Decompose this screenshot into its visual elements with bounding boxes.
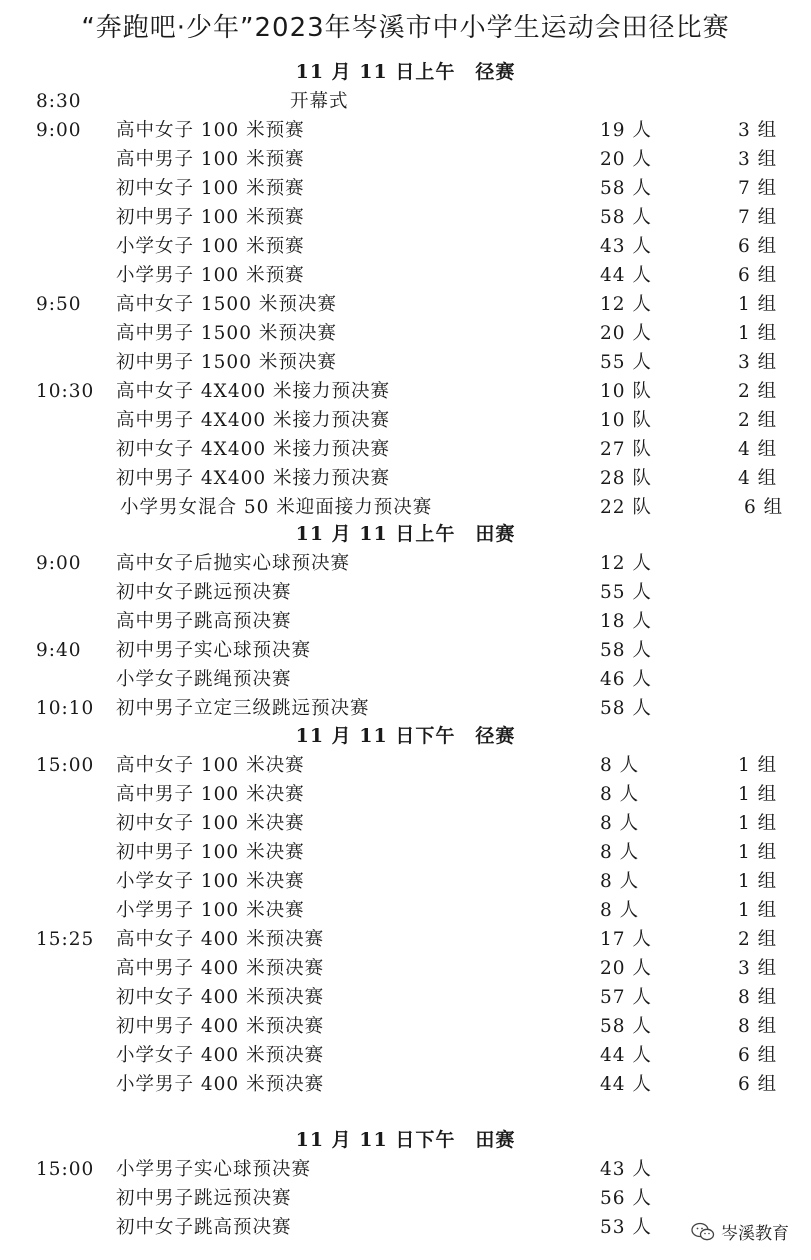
group-count: 4 组 [738,468,778,489]
schedule-row [0,464,811,493]
schedule-row [0,87,811,116]
event-name: 初中男子实心球预决赛 [116,640,312,661]
event-name: 初中女子 400 米预决赛 [116,987,325,1008]
event-time: 9:00 [36,120,82,141]
section-heading: 11 月 11 日上午 径赛 [295,61,516,83]
event-name: 小学女子 100 米决赛 [116,871,305,892]
schedule-row [0,838,811,867]
schedule-row [0,925,811,954]
group-count: 3 组 [738,958,778,979]
group-count: 4 组 [738,439,778,460]
participant-count: 8 人 [600,784,640,805]
schedule-row [0,780,811,809]
participant-count: 22 队 [600,497,652,518]
participant-count: 20 人 [600,149,652,170]
group-count: 6 组 [738,1074,778,1095]
schedule-row [0,435,811,464]
event-name: 高中女子 100 米预赛 [116,120,305,141]
participant-count: 57 人 [600,987,652,1008]
participant-count: 43 人 [600,1159,652,1180]
participant-count: 18 人 [600,611,652,632]
schedule-row [0,319,811,348]
schedule-row [0,377,811,406]
group-count: 1 组 [738,900,778,921]
schedule-row [0,232,811,261]
participant-count: 28 队 [600,468,652,489]
event-name: 小学男子实心球预决赛 [116,1159,312,1180]
event-time: 9:50 [36,294,82,315]
participant-count: 8 人 [600,755,640,776]
wechat-icon [691,1222,715,1242]
participant-count: 27 队 [600,439,652,460]
group-count: 1 组 [738,871,778,892]
participant-count: 56 人 [600,1188,652,1209]
event-name: 高中男子 100 米预赛 [116,149,305,170]
participant-count: 8 人 [600,842,640,863]
schedule-row [0,406,811,435]
participant-count: 10 队 [600,410,652,431]
participant-count: 46 人 [600,669,652,690]
event-time: 9:00 [36,553,82,574]
event-name: 高中女子 4X400 米接力预决赛 [116,381,391,402]
event-name: 小学男子 400 米预决赛 [116,1074,325,1095]
participant-count: 58 人 [600,207,652,228]
group-count: 8 组 [738,1016,778,1037]
participant-count: 12 人 [600,553,652,574]
event-name: 小学女子跳绳预决赛 [116,669,292,690]
event-name: 初中男子 400 米预决赛 [116,1016,325,1037]
schedule-row [0,1070,811,1099]
participant-count: 58 人 [600,698,652,719]
event-time: 9:40 [36,640,82,661]
event-name: 高中男子 1500 米预决赛 [116,323,337,344]
schedule-row [0,1184,811,1213]
participant-count: 17 人 [600,929,652,950]
participant-count: 19 人 [600,120,652,141]
event-name: 小学男子 100 米预赛 [116,265,305,286]
schedule-row [0,493,811,522]
event-name: 小学女子 400 米预决赛 [116,1045,325,1066]
schedule-row [0,1012,811,1041]
event-name: 高中女子 400 米预决赛 [116,929,325,950]
participant-count: 20 人 [600,323,652,344]
schedule-row [0,867,811,896]
schedule-row [0,174,811,203]
schedule-row [0,954,811,983]
watermark [691,1219,789,1244]
group-count: 8 组 [738,987,778,1008]
participant-count: 8 人 [600,813,640,834]
participant-count: 43 人 [600,236,652,257]
schedule-row [0,261,811,290]
schedule-row [0,290,811,319]
event-name: 小学男子 100 米决赛 [116,900,305,921]
schedule-row [0,636,811,665]
group-count: 3 组 [738,149,778,170]
event-name: 初中女子跳远预决赛 [116,582,292,603]
group-count: 6 组 [738,1045,778,1066]
schedule-row [0,983,811,1012]
event-name: 高中男子跳高预决赛 [116,611,292,632]
schedule-row [0,751,811,780]
group-count: 1 组 [738,323,778,344]
participant-count: 44 人 [600,1045,652,1066]
participant-count: 12 人 [600,294,652,315]
schedule-row [0,348,811,377]
event-name: 初中男子立定三级跳远预决赛 [116,698,370,719]
watermark-text: 岑溪教育 [721,1224,789,1244]
group-count: 7 组 [738,207,778,228]
group-count: 1 组 [738,842,778,863]
event-time: 15:25 [36,929,95,950]
section-heading: 11 月 11 日下午 径赛 [295,725,516,747]
schedule-row [0,694,811,723]
event-time: 8:30 [36,91,82,112]
event-name: 小学女子 100 米预赛 [116,236,305,257]
schedule-row [0,145,811,174]
group-count: 6 组 [744,497,784,518]
event-time: 10:10 [36,698,95,719]
group-count: 1 组 [738,755,778,776]
participant-count: 44 人 [600,265,652,286]
event-name: 小学男女混合 50 米迎面接力预决赛 [120,497,433,518]
schedule-row [0,203,811,232]
event-name: 高中男子 400 米预决赛 [116,958,325,979]
group-count: 2 组 [738,381,778,402]
event-name: 高中女子后抛实心球预决赛 [116,553,351,574]
participant-count: 55 人 [600,352,652,373]
participant-count: 58 人 [600,640,652,661]
schedule-row [0,578,811,607]
event-name: 初中女子跳高预决赛 [116,1217,292,1238]
event-name: 初中男子 1500 米预决赛 [116,352,337,373]
schedule-row [0,1155,811,1184]
participant-count: 58 人 [600,1016,652,1037]
event-time: 15:00 [36,755,95,776]
event-name: 初中女子 100 米决赛 [116,813,305,834]
event-name: 初中女子 100 米预赛 [116,178,305,199]
event-name: 高中男子 4X400 米接力预决赛 [116,410,391,431]
group-count: 6 组 [738,265,778,286]
section-heading: 11 月 11 日下午 田赛 [295,1129,516,1151]
event-name: 初中男子 100 米预赛 [116,207,305,228]
participant-count: 8 人 [600,871,640,892]
event-name: 高中男子 100 米决赛 [116,784,305,805]
schedule-row [0,896,811,925]
participant-count: 53 人 [600,1217,652,1238]
group-count: 7 组 [738,178,778,199]
schedule-row [0,665,811,694]
event-name: 初中男子 4X400 米接力预决赛 [116,468,391,489]
participant-count: 10 队 [600,381,652,402]
schedule-row [0,1041,811,1070]
section-heading: 11 月 11 日上午 田赛 [295,523,516,545]
event-name: 开幕式 [290,91,349,112]
group-count: 1 组 [738,784,778,805]
group-count: 2 组 [738,929,778,950]
schedule-row [0,607,811,636]
group-count: 6 组 [738,236,778,257]
event-name: 初中女子 4X400 米接力预决赛 [116,439,391,460]
participant-count: 44 人 [600,1074,652,1095]
participant-count: 8 人 [600,900,640,921]
group-count: 2 组 [738,410,778,431]
document-title: “奔跑吧·少年”2023年岑溪市中小学生运动会田径比赛 [81,13,730,43]
schedule-row [0,1213,811,1242]
participant-count: 20 人 [600,958,652,979]
schedule-row [0,809,811,838]
group-count: 3 组 [738,352,778,373]
group-count: 1 组 [738,294,778,315]
schedule-row [0,116,811,145]
group-count: 3 组 [738,120,778,141]
group-count: 1 组 [738,813,778,834]
event-time: 15:00 [36,1159,95,1180]
schedule-row [0,549,811,578]
event-name: 高中女子 1500 米预决赛 [116,294,337,315]
event-name: 初中男子 100 米决赛 [116,842,305,863]
participant-count: 55 人 [600,582,652,603]
event-time: 10:30 [36,381,95,402]
participant-count: 58 人 [600,178,652,199]
event-name: 高中女子 100 米决赛 [116,755,305,776]
event-name: 初中男子跳远预决赛 [116,1188,292,1209]
